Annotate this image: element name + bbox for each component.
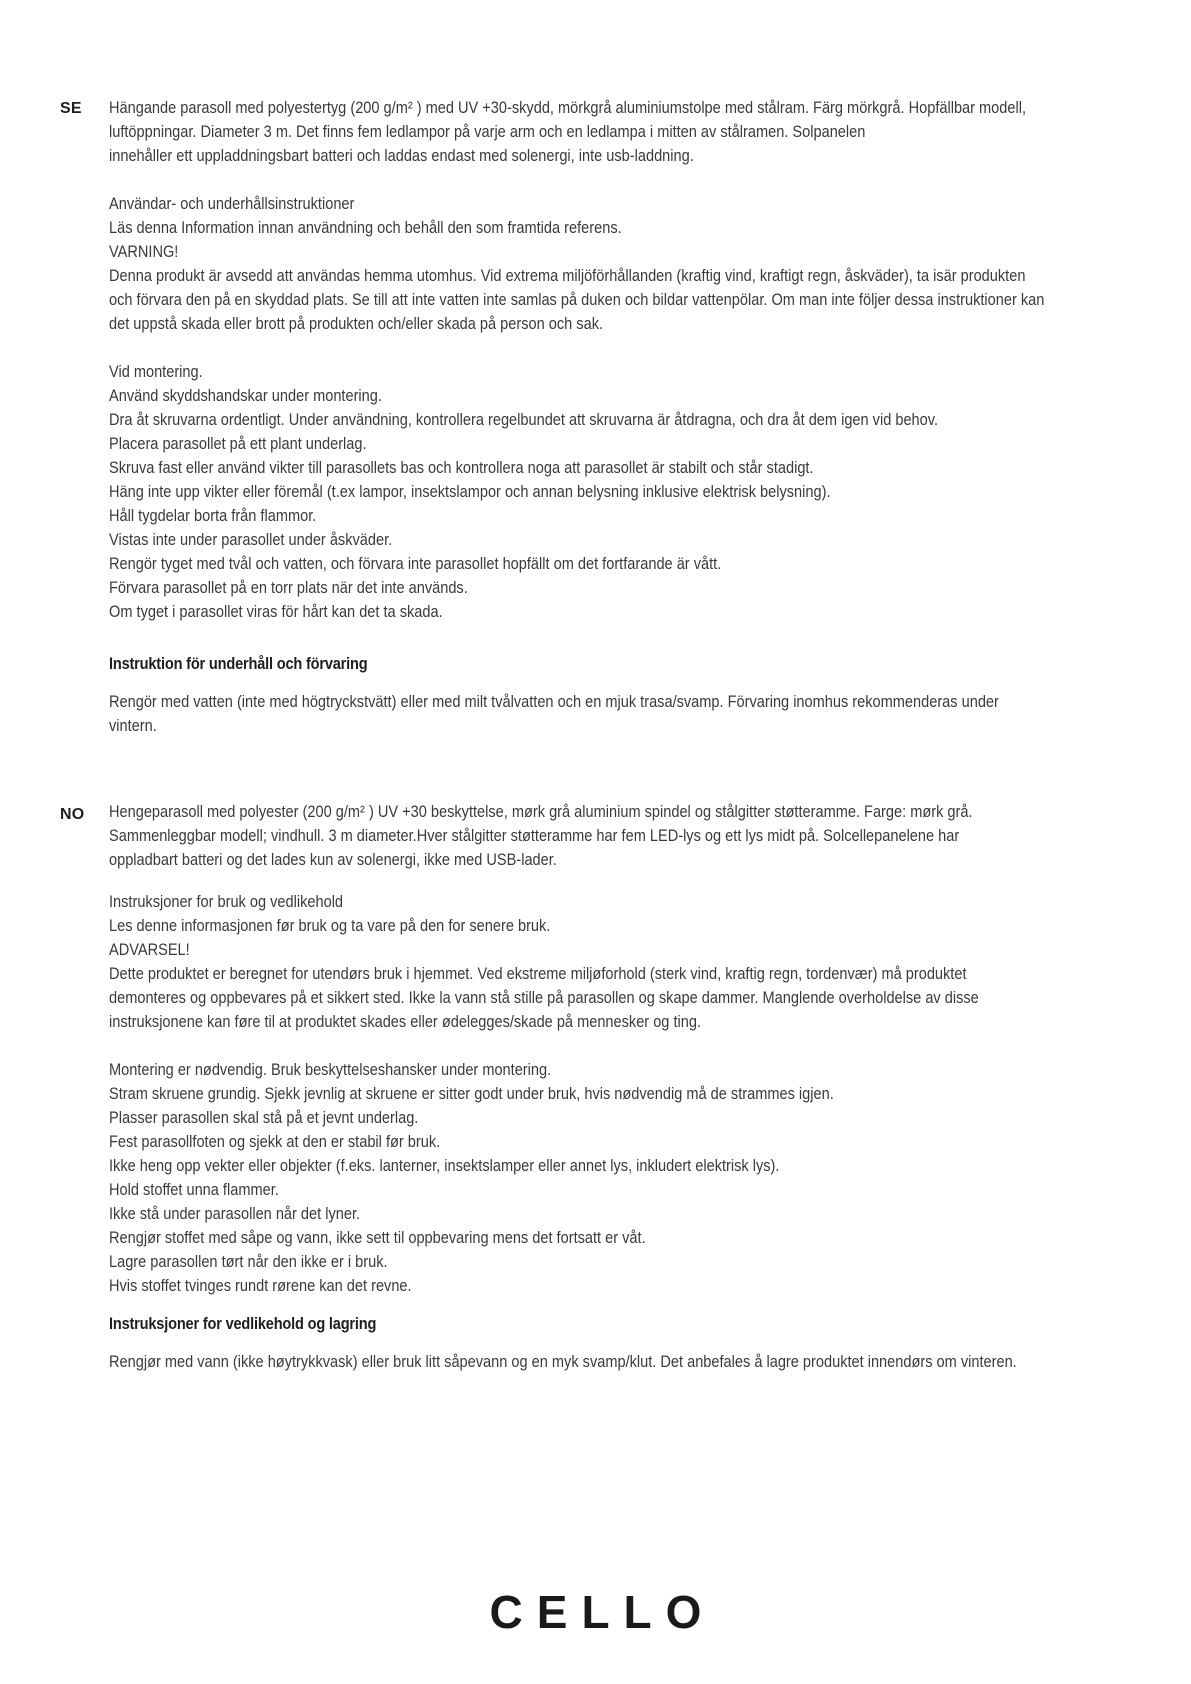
- se-mounting-line: Rengör tyget med tvål och vatten, och förvara inte parasollet hopfällt om det fortfarande är vått.: [109, 555, 722, 573]
- se-mounting-line: Om tyget i parasollet viras för hårt kan det ta skada.: [109, 603, 443, 621]
- se-mounting-line: Häng inte upp vikter eller föremål (t.ex lampor, insektslampor och annan belysning inklusive elektrisk belysning).: [109, 483, 831, 501]
- se-mounting-line: Dra åt skruvarna ordentligt. Under användning, kontrollera regelbundet att skruvarna är åtdragna, och dra åt dem igen vid behov.: [109, 411, 939, 429]
- brand-logo: CELLO: [489, 1586, 716, 1638]
- se-mounting-line: Håll tygdelar borta från flammor.: [109, 507, 317, 525]
- se-mounting-line: Vistas inte under parasollet under åskväder.: [109, 531, 393, 549]
- se-mounting-line: Använd skyddshandskar under montering.: [109, 387, 382, 405]
- no-care-line: Rengjør med vann (ikke høytrykkvask) eller bruk litt såpevann og en myk svamp/klut. Det anbefales å lagre produktet innendørs om vinteren.: [109, 1353, 1017, 1371]
- section-no-content: [109, 800, 1045, 1374]
- no-mounting-line: Hold stoffet unna flammer.: [109, 1181, 279, 1199]
- no-mounting-line: Lagre parasollen tørt når den ikke er i bruk.: [109, 1253, 388, 1271]
- se-intro-line: innehåller ett uppladdningsbart batteri och laddas endast med solenergi, inte usb-laddning.: [109, 147, 694, 165]
- no-usage-line: Instruksjoner for bruk og vedlikehold: [109, 893, 344, 911]
- no-mounting-line: Ikke heng opp vekter eller objekter (f.eks. lanterner, insektslamper eller annet lys, inkludert elektrisk lys).: [109, 1157, 780, 1175]
- no-mounting-line: Ikke stå under parasollen når det lyner.: [109, 1205, 361, 1223]
- section-se-content: [109, 96, 1045, 738]
- se-usage-line: Denna produkt är avsedd att användas hemma utomhus. Vid extrema miljöförhållanden (kraftig vind, kraftigt regn, åskväder), ta isär produkten: [109, 267, 1026, 285]
- no-usage-line: Les denne informasjonen før bruk og ta vare på den for senere bruk.: [109, 917, 551, 935]
- no-mounting-line: Rengjør stoffet med såpe og vann, ikke sett til oppbevaring mens det fortsatt er våt.: [109, 1229, 646, 1247]
- se-mounting-line: Placera parasollet på ett plant underlag.: [109, 435, 367, 453]
- se-mounting-line: Vid montering.: [109, 363, 203, 381]
- se-care-heading: Instruktion för underhåll och förvaring: [109, 655, 368, 673]
- no-usage-line: instruksjonene kan føre til at produktet skades eller ødelegges/skade på mennesker og ting.: [109, 1013, 701, 1031]
- se-mounting-line: Förvara parasollet på en torr plats när det inte används.: [109, 579, 468, 597]
- no-intro-line: oppladbart batteri og det lades kun av solenergi, ikke med USB-lader.: [109, 851, 557, 869]
- no-mounting-line: Montering er nødvendig. Bruk beskyttelseshansker under montering.: [109, 1061, 552, 1079]
- se-intro-line: luftöppningar. Diameter 3 m. Det finns fem ledlampor på varje arm och en ledlampa i mitten av stålramen. Solpanelen: [109, 123, 866, 141]
- language-code-se: SE: [60, 100, 82, 117]
- no-mounting-line: Plasser parasollen skal stå på et jevnt underlag.: [109, 1109, 419, 1127]
- se-usage-line: Läs denna Information innan användning och behåll den som framtida referens.: [109, 219, 622, 237]
- no-mounting-line: Stram skruene grundig. Sjekk jevnlig at skruene er sitter godt under bruk, hvis nødvendig må de strammes igjen.: [109, 1085, 834, 1103]
- no-intro-line: Sammenleggbar modell; vindhull. 3 m diameter.Hver stålgitter støtteramme har fem LED-lys og ett lys midt på. Solcellepanelene har: [109, 827, 960, 845]
- se-warning-label: VARNING!: [109, 243, 179, 261]
- no-care-heading: Instruksjoner for vedlikehold og lagring: [109, 1315, 377, 1333]
- language-code-no: NO: [60, 806, 85, 823]
- no-mounting-line: Fest parasollfoten og sjekk at den er stabil før bruk.: [109, 1133, 441, 1151]
- no-intro-line: Hengeparasoll med polyester (200 g/m² ) UV +30 beskyttelse, mørk grå aluminium spindel og stålgitter støtteramme. Farge: mørk grå.: [109, 803, 973, 821]
- se-usage-line: Användar- och underhållsinstruktioner: [109, 195, 355, 213]
- se-care-line: vintern.: [109, 717, 157, 735]
- no-usage-line: Dette produktet er beregnet for utendørs bruk i hjemmet. Ved ekstreme miljøforhold (sterk vind, kraftig regn, tordenvær) må produktet: [109, 965, 967, 983]
- se-intro-line: Hängande parasoll med polyestertyg (200 g/m² ) med UV +30-skydd, mörkgrå aluminiumstolpe med stålram. Färg mörkgrå. Hopfällbar modell,: [109, 99, 1027, 117]
- se-usage-line: och förvara den på en skyddad plats. Se till att inte vatten inte samlas på duken och bildar vattenpölar. Om man inte följer dessa instruktioner kan: [109, 291, 1045, 309]
- no-usage-line: demonteres og oppbevares på et sikkert sted. Ikke la vann stå stille på parasollen og skape dammer. Manglende overholdelse av disse: [109, 989, 979, 1007]
- se-mounting-line: Skruva fast eller använd vikter till parasollets bas och kontrollera noga att parasollet är stabilt och står stadigt.: [109, 459, 814, 477]
- se-care-line: Rengör med vatten (inte med högtryckstvätt) eller med milt tvålvatten och en mjuk trasa/svamp. Förvaring inomhus rekommenderas under: [109, 693, 999, 711]
- no-mounting-line: Hvis stoffet tvinges rundt rørene kan det revne.: [109, 1277, 412, 1295]
- no-warning-label: ADVARSEL!: [109, 941, 190, 959]
- se-usage-line: det uppstå skada eller brott på produkten och/eller skada på person och sak.: [109, 315, 604, 333]
